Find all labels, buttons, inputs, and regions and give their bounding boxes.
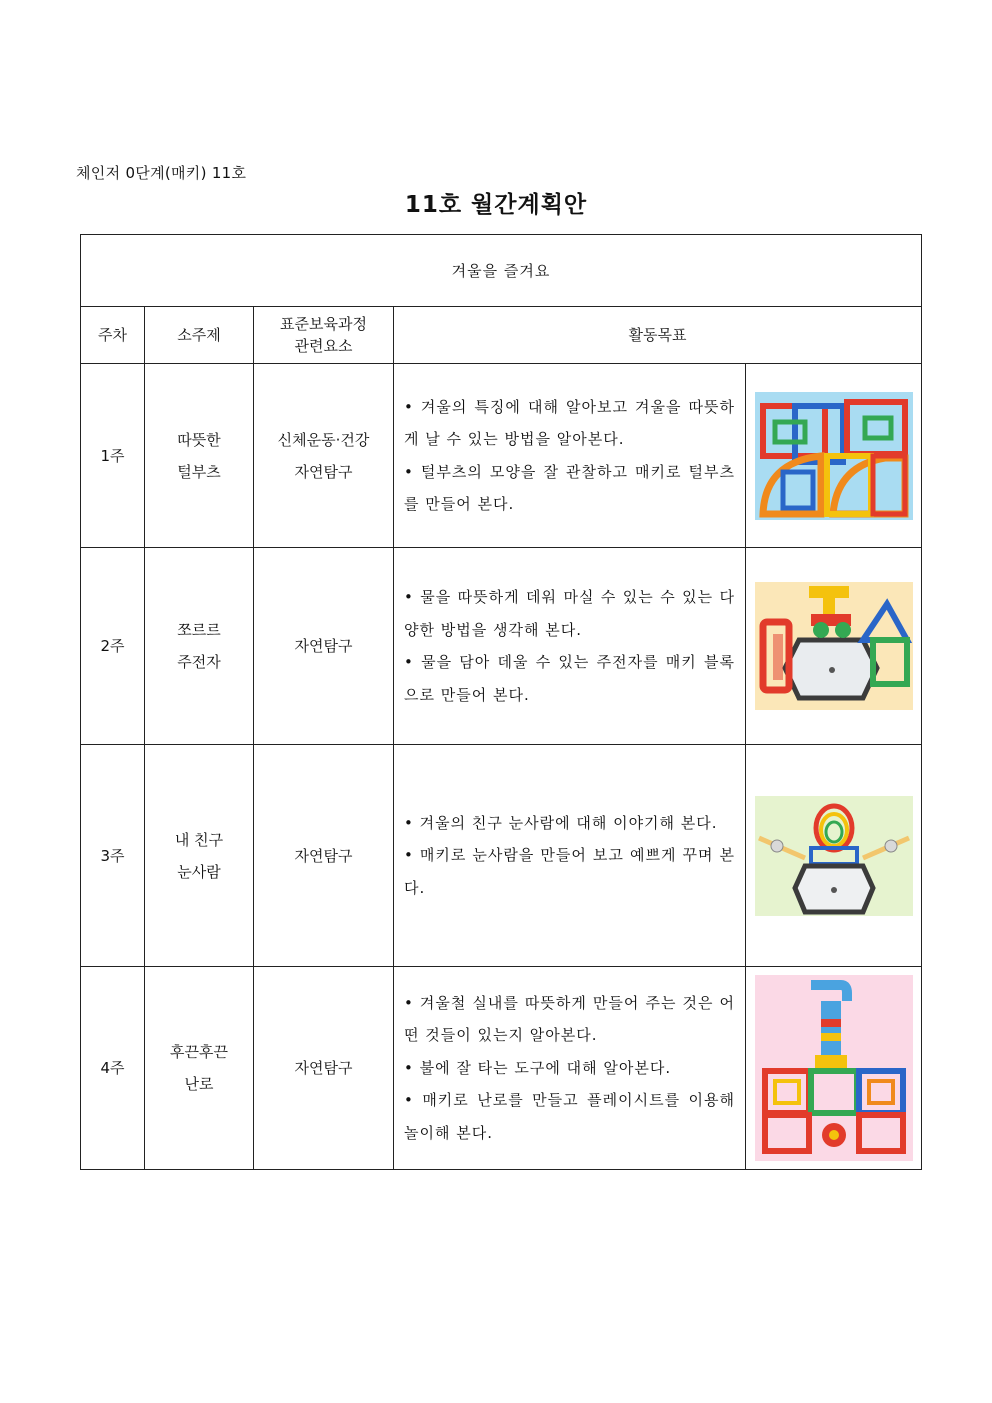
goal-item: • 매키로 눈사람을 만들어 보고 예쁘게 꾸며 본다. <box>404 846 735 897</box>
header-subtopic: 소주제 <box>145 307 254 364</box>
subtopic-line: 주전자 <box>177 653 221 671</box>
subtopic-line: 따뜻한 <box>177 430 221 449</box>
curriculum-line: 자연탐구 <box>294 462 353 481</box>
subtopic-cell <box>145 364 254 548</box>
header-week: 주차 <box>81 307 145 364</box>
goal-item: • 겨울철 실내를 따뜻하게 만들어 주는 것은 어떤 것들이 있는지 알아본다. <box>404 993 735 1045</box>
magnetic-block-snowman-icon <box>755 796 913 916</box>
goal-item: • 털부츠의 모양을 잘 관찰하고 매키로 털부츠를 만들어 본다. <box>404 462 735 513</box>
page-title: 11호 월간계획안 <box>404 192 588 218</box>
subtopic-line: 후끈후끈 <box>170 1043 228 1061</box>
curriculum-line: 자연탐구 <box>294 846 353 865</box>
image-cell <box>746 364 922 548</box>
week-cell: 4주 <box>81 967 145 1170</box>
header-curriculum-line-1: 표준보육과정 <box>280 315 367 333</box>
subtopic-cell <box>145 967 254 1170</box>
monthly-plan-table <box>80 234 922 1170</box>
curriculum-cell <box>254 745 394 967</box>
goal-item: • 물을 따뜻하게 데워 마실 수 있는 수 있는 다양한 방법을 생각해 본다. <box>404 588 735 639</box>
curriculum-line: 자연탐구 <box>294 637 353 655</box>
subtopic-line: 털부츠 <box>177 462 221 481</box>
goals-cell <box>394 745 746 967</box>
subtopic-cell <box>145 745 254 967</box>
subtopic-line: 쪼르르 <box>177 621 221 639</box>
curriculum-cell <box>254 364 394 548</box>
table-row <box>81 967 922 1170</box>
curriculum-line: 신체운동·건강 <box>277 430 370 449</box>
header-curriculum-line-2: 관련요소 <box>294 337 353 355</box>
curriculum-cell <box>254 967 394 1170</box>
image-cell <box>746 967 922 1170</box>
goal-item: • 불에 잘 타는 도구에 대해 알아본다. <box>404 1058 672 1077</box>
magnetic-block-kettle-icon <box>755 582 913 710</box>
goal-item: • 물을 담아 데울 수 있는 주전자를 매키 블록으로 만들어 본다. <box>404 653 735 704</box>
week-cell: 1주 <box>81 364 145 548</box>
week-cell: 3주 <box>81 745 145 967</box>
goals-cell <box>394 548 746 745</box>
table-row <box>81 548 922 745</box>
subtopic-line: 난로 <box>184 1075 214 1093</box>
curriculum-line: 자연탐구 <box>294 1059 353 1077</box>
goal-item: • 겨울의 친구 눈사람에 대해 이야기해 본다. <box>404 813 718 832</box>
week-cell: 2주 <box>81 548 145 745</box>
goal-item: • 매키로 난로를 만들고 플레이시트를 이용해 놀이해 본다. <box>404 1091 735 1142</box>
image-cell <box>746 548 922 745</box>
header-curriculum <box>254 307 394 364</box>
theme-row <box>81 235 922 307</box>
goals-cell <box>394 967 746 1170</box>
goal-item: • 겨울의 특징에 대해 알아보고 겨울을 따뜻하게 날 수 있는 방법을 알아본다. <box>404 397 735 448</box>
header-goals: 활동목표 <box>394 307 922 364</box>
subtopic-line: 눈사람 <box>177 862 221 881</box>
curriculum-cell <box>254 548 394 745</box>
goals-cell <box>394 364 746 548</box>
table-row <box>81 745 922 967</box>
magnetic-block-boots-icon <box>755 392 913 520</box>
subtopic-line: 내 친구 <box>174 830 224 849</box>
table-row <box>81 364 922 548</box>
series-label: 체인저 0단계(매키) 11호 <box>76 164 247 182</box>
monthly-theme: 겨울을 즐겨요 <box>81 235 922 307</box>
magnetic-block-stove-icon <box>755 975 913 1161</box>
subtopic-cell <box>145 548 254 745</box>
image-cell <box>746 745 922 967</box>
header-row <box>81 307 922 364</box>
